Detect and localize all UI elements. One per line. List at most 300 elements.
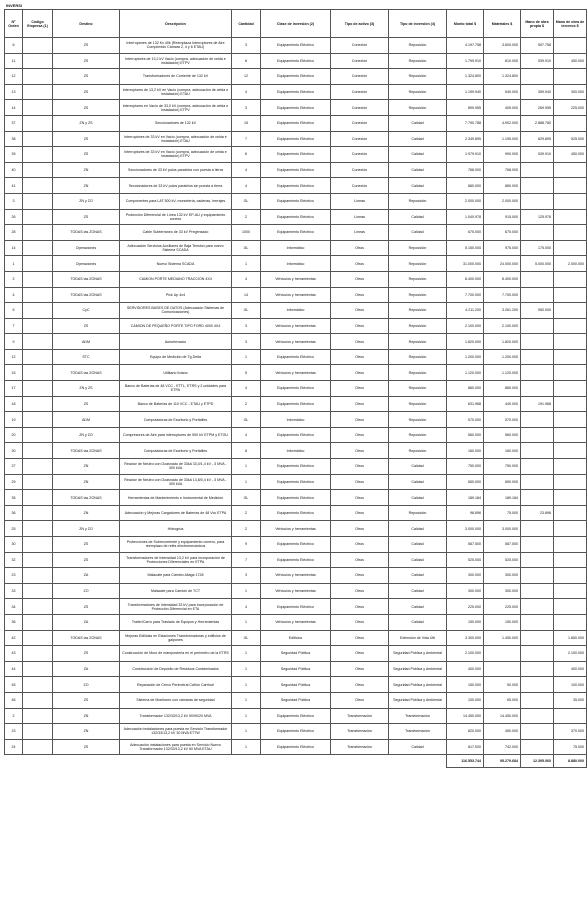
cell-tipo-activo: Transformación	[331, 739, 389, 755]
cell-mano-obra-terceros: 450.000	[554, 53, 587, 69]
cell-clase: Equipamiento Eléctrico	[261, 53, 331, 69]
cell-mano-obra-terceros	[554, 443, 587, 459]
cell-tipo-inversion: Reposición	[389, 240, 447, 256]
table-row	[5, 521, 587, 537]
cell-tipo-inversion: Calidad	[389, 209, 447, 225]
cell-tipo-activo: Conexión	[331, 100, 389, 116]
cell-descripcion: CAMION DE PEQUEÑO PORTE TIPO FORD 4000 4X4	[120, 318, 232, 334]
cell-codigo	[23, 256, 53, 272]
cell-codigo	[23, 739, 53, 755]
table-row	[5, 692, 587, 708]
cell-orden: 42	[5, 630, 23, 646]
table-body	[5, 38, 587, 755]
cell-destino: ZN	[53, 724, 120, 740]
cell-destino: ZS	[53, 599, 120, 615]
cell-destino: ZS	[53, 692, 120, 708]
cell-orden: 12	[5, 69, 23, 85]
cell-tipo-inversion: Calidad	[389, 178, 447, 194]
cell-mano-obra-terceros	[554, 349, 587, 365]
cell-clase: Equipamiento Eléctrico	[261, 84, 331, 100]
cell-materiales: 4.902.000	[484, 115, 521, 131]
cell-cantidad: 1	[232, 583, 261, 599]
cell-clase: Equipamiento Eléctrico	[261, 69, 331, 85]
cell-tipo-inversion: Calidad	[389, 225, 447, 241]
cell-orden: 30	[5, 537, 23, 553]
cell-materiales: 3.261.200	[484, 303, 521, 319]
cell-codigo	[23, 537, 53, 553]
cell-mano-obra-propia	[521, 630, 554, 646]
cell-monto: 817.000	[447, 739, 484, 755]
cell-destino: TODAS las ZONAS	[53, 287, 120, 303]
cell-monto: 2.349.895	[447, 131, 484, 147]
table-row	[5, 427, 587, 443]
cell-tipo-inversion: Seguridad Pública y Ambiental	[389, 677, 447, 693]
cell-tipo-inversion: Reposición	[389, 100, 447, 116]
cell-orden: 9	[5, 334, 23, 350]
cell-cantidad: 1	[232, 349, 261, 365]
cell-cantidad: 6	[232, 53, 261, 69]
cell-materiales: 1.120.000	[484, 365, 521, 381]
cell-tipo-activo: Transformación	[331, 724, 389, 740]
cell-descripcion: Malacate para Camión Aliaga 1728	[120, 568, 232, 584]
table-row	[5, 240, 587, 256]
cell-cantidad: 1	[232, 661, 261, 677]
cell-tipo-inversion: Reposición	[389, 318, 447, 334]
cell-mano-obra-propia	[521, 318, 554, 334]
cell-cantidad: 2	[232, 505, 261, 521]
cell-materiales: 450.000	[484, 724, 521, 740]
cell-descripcion: Autoelevador	[120, 334, 232, 350]
cell-tipo-inversion: Calidad	[389, 490, 447, 506]
cell-descripcion: Herramientas de Mantenimiento e Instrumental de Medición	[120, 490, 232, 506]
cell-clase: Vehículos y herramientas	[261, 365, 331, 381]
cell-materiales: 189.184	[484, 490, 521, 506]
cell-codigo	[23, 69, 53, 85]
cell-descripcion: Mejoras Edilicias en Estaciones Transformadoras y edificios de galpones	[120, 630, 232, 646]
cell-monto: 189.184	[447, 490, 484, 506]
cell-materiales: 3.000.000	[484, 521, 521, 537]
cell-descripcion: Sistema de Monitoreo con cámaras de seguridad	[120, 692, 232, 708]
cell-codigo	[23, 396, 53, 412]
cell-monto: 525.000	[447, 552, 484, 568]
cell-mano-obra-propia	[521, 646, 554, 662]
cell-codigo	[23, 583, 53, 599]
cell-materiales: 300.000	[484, 568, 521, 584]
cell-orden: 1	[5, 256, 23, 272]
cell-codigo	[23, 661, 53, 677]
table-row	[5, 115, 587, 131]
cell-tipo-activo: Otros	[331, 474, 389, 490]
cell-codigo	[23, 271, 53, 287]
column-header: Destino	[53, 10, 120, 38]
cell-tipo-inversion: Reposición	[389, 303, 447, 319]
cell-destino: ZN	[53, 178, 120, 194]
cell-materiales	[484, 661, 521, 677]
cell-orden: 41	[5, 178, 23, 194]
table-row	[5, 474, 587, 490]
cell-tipo-inversion: Reposición	[389, 412, 447, 428]
cell-monto: 570.000	[447, 412, 484, 428]
cell-clase: Informático	[261, 303, 331, 319]
cell-clase: Seguridad Pública	[261, 661, 331, 677]
cell-tipo-activo: Otros	[331, 287, 389, 303]
cell-materiales: 587.500	[484, 537, 521, 553]
cell-codigo	[23, 568, 53, 584]
cell-clase: Equipamiento Eléctrico	[261, 552, 331, 568]
cell-cantidad: 3	[232, 568, 261, 584]
cell-tipo-inversion: Reposición	[389, 287, 447, 303]
cell-destino: ZS	[53, 53, 120, 69]
cell-mano-obra-propia: 359.940	[521, 84, 554, 100]
table-row	[5, 162, 587, 178]
cell-tipo-activo: Otros	[331, 256, 389, 272]
cell-monto: 1.199.940	[447, 84, 484, 100]
cell-mano-obra-propia	[521, 677, 554, 693]
cell-mano-obra-terceros	[554, 318, 587, 334]
cell-mano-obra-terceros	[554, 521, 587, 537]
table-row	[5, 412, 587, 428]
cell-mano-obra-propia	[521, 193, 554, 209]
cell-clase: Equipamiento Eléctrico	[261, 396, 331, 412]
cell-cantidad: 4	[232, 271, 261, 287]
cell-cantidad: 1	[232, 739, 261, 755]
cell-materiales: 440.000	[484, 396, 521, 412]
table-row	[5, 381, 587, 397]
cell-mano-obra-terceros	[554, 427, 587, 443]
cell-tipo-activo: Conexión	[331, 84, 389, 100]
cell-destino: ZN	[53, 708, 120, 724]
table-row	[5, 739, 587, 755]
cell-monto: 1.040.978	[447, 209, 484, 225]
cell-mano-obra-propia	[521, 599, 554, 615]
cell-cantidad: 1	[232, 724, 261, 740]
cell-monto: 300.000	[447, 568, 484, 584]
cell-clase: Vehículos y herramientas	[261, 614, 331, 630]
cell-mano-obra-terceros	[554, 225, 587, 241]
cell-mano-obra-terceros	[554, 459, 587, 475]
table-row	[5, 552, 587, 568]
cell-mano-obra-propia: 23.896	[521, 505, 554, 521]
cell-cantidad: 1	[232, 692, 261, 708]
cell-monto: 4.211.200	[447, 303, 484, 319]
table-row	[5, 661, 587, 677]
cell-descripcion: Reactor de Neutro con Ocasnado de 33kA 33,0/1,4 kV - 3 MVA - 300 kVA	[120, 459, 232, 475]
cell-monto: 3.300.000	[447, 630, 484, 646]
cell-tipo-activo: Conexión	[331, 53, 389, 69]
cell-destino: TODAS las ZONAS	[53, 490, 120, 506]
cell-cantidad: GL	[232, 303, 261, 319]
cell-codigo	[23, 630, 53, 646]
cell-codigo	[23, 225, 53, 241]
table-row	[5, 84, 587, 100]
cell-tipo-activo: Conexión	[331, 162, 389, 178]
cell-tipo-activo: Líneas	[331, 225, 389, 241]
table-row	[5, 209, 587, 225]
cell-tipo-inversion: Calidad	[389, 552, 447, 568]
cell-destino: Operaciones	[53, 240, 120, 256]
column-header: Tipo de activo (3)	[331, 10, 389, 38]
cell-mano-obra-propia: 629.895	[521, 131, 554, 147]
cell-destino: ZN y ZO	[53, 521, 120, 537]
cell-clase: Equipamiento Eléctrico	[261, 349, 331, 365]
cell-cantidad: 1	[232, 646, 261, 662]
cell-orden: 32	[5, 552, 23, 568]
cell-orden: 20	[5, 427, 23, 443]
table-row	[5, 537, 587, 553]
cell-mano-obra-propia: 950.000	[521, 303, 554, 319]
cell-tipo-inversion: Calidad	[389, 131, 447, 147]
cell-codigo	[23, 303, 53, 319]
cell-mano-obra-propia	[521, 381, 554, 397]
cell-orden: 36	[5, 505, 23, 521]
cell-monto: 2.000.000	[447, 193, 484, 209]
cell-destino: ZA	[53, 568, 120, 584]
cell-destino: ZS	[53, 739, 120, 755]
cell-orden: 45	[5, 677, 23, 693]
cell-clase: Seguridad Pública	[261, 646, 331, 662]
cell-destino: ZA	[53, 661, 120, 677]
cell-orden: 7	[5, 318, 23, 334]
cell-materiales: 2.000.000	[484, 193, 521, 209]
cell-tipo-inversion: Reposición	[389, 38, 447, 54]
cell-mano-obra-propia	[521, 583, 554, 599]
cell-mano-obra-terceros: 35.000	[554, 692, 587, 708]
cell-tipo-activo: Otros	[331, 412, 389, 428]
table-row	[5, 303, 587, 319]
cell-mano-obra-propia: 269.955	[521, 100, 554, 116]
table-row	[5, 599, 587, 615]
cell-tipo-inversion: Reposición	[389, 443, 447, 459]
cell-mano-obra-propia	[521, 287, 554, 303]
table-row	[5, 724, 587, 740]
cell-descripcion: Trailer/Carro para Traslado de Equipos y Herramientas	[120, 614, 232, 630]
cell-materiales: 540.000	[484, 84, 521, 100]
cell-cantidad: 3	[232, 334, 261, 350]
cell-materiales	[484, 646, 521, 662]
total-mano-obra-terceros: 8.880.000	[554, 755, 587, 768]
cell-tipo-activo: Conexión	[331, 115, 389, 131]
cell-clase: Equipamiento Eléctrico	[261, 178, 331, 194]
cell-descripcion: Compresores de Aire para interruptores de 500 kV ETPM y ETGU	[120, 427, 232, 443]
cell-materiales: 768.000	[484, 162, 521, 178]
cell-tipo-inversion: Calidad	[389, 583, 447, 599]
cell-monto: 300.000	[447, 583, 484, 599]
cell-destino: ZN	[53, 474, 120, 490]
table-row	[5, 630, 587, 646]
cell-destino: ZS	[53, 318, 120, 334]
cell-tipo-activo: Líneas	[331, 209, 389, 225]
cell-mano-obra-propia	[521, 692, 554, 708]
cell-mano-obra-propia	[521, 537, 554, 553]
cell-mano-obra-terceros	[554, 209, 587, 225]
cell-monto: 880.000	[447, 178, 484, 194]
cell-monto: 8.400.000	[447, 271, 484, 287]
cell-descripcion: Construcción de Muro de mampostería en el perímetro de la ETRS	[120, 646, 232, 662]
cell-clase: Seguridad Pública	[261, 692, 331, 708]
cell-destino: ZN y ZS	[53, 115, 120, 131]
cell-tipo-inversion: Reposición	[389, 53, 447, 69]
cell-cantidad: 1	[232, 677, 261, 693]
cell-clase: Equipamiento Eléctrico	[261, 100, 331, 116]
cell-mano-obra-terceros: 2.000.000	[554, 256, 587, 272]
cell-mano-obra-terceros	[554, 583, 587, 599]
cell-mano-obra-terceros	[554, 69, 587, 85]
cell-materiales: 525.000	[484, 552, 521, 568]
cell-orden: 24	[5, 739, 23, 755]
cell-materiales: 300.000	[484, 583, 521, 599]
cell-mano-obra-propia	[521, 225, 554, 241]
cell-cantidad: 3	[232, 100, 261, 116]
cell-orden: 28	[5, 225, 23, 241]
cell-descripcion: Interruptores de 13,2 kV en Vacío (compra, adecuación de celda e instalación) ETAU	[120, 84, 232, 100]
cell-cantidad: GL	[232, 490, 261, 506]
investment-table	[4, 9, 587, 768]
cell-mano-obra-propia: 597.758	[521, 38, 554, 54]
cell-orden: 5	[5, 303, 23, 319]
cell-descripcion: Utilitario liviano	[120, 365, 232, 381]
cell-materiales: 990.000	[484, 147, 521, 163]
cell-clase: Equipamiento Eléctrico	[261, 115, 331, 131]
cell-monto: 31.000.000	[447, 256, 484, 272]
table-row	[5, 147, 587, 163]
column-header: Clase de inversión (2)	[261, 10, 331, 38]
cell-clase: Equipamiento Eléctrico	[261, 427, 331, 443]
cell-codigo	[23, 474, 53, 490]
cell-mano-obra-terceros	[554, 115, 587, 131]
cell-cantidad: 4	[232, 599, 261, 615]
cell-mano-obra-propia: 2.888.780	[521, 115, 554, 131]
cell-materiales: 24.000.000	[484, 256, 521, 272]
cell-monto: 100.000	[447, 692, 484, 708]
cell-tipo-inversion: Calidad	[389, 459, 447, 475]
cell-tipo-inversion: Calidad	[389, 474, 447, 490]
cell-tipo-activo: Otros	[331, 349, 389, 365]
cell-tipo-inversion: Extensión de Vida Útil	[389, 630, 447, 646]
table-row	[5, 646, 587, 662]
cell-codigo	[23, 115, 53, 131]
cell-clase: Informático	[261, 412, 331, 428]
cell-descripcion: Adecuación y Mejoras Cargadores de Baterías de 48 Vcc ETPA	[120, 505, 232, 521]
cell-destino: ZA	[53, 614, 120, 630]
table-row	[5, 505, 587, 521]
cell-codigo	[23, 412, 53, 428]
cell-destino: ZS	[53, 147, 120, 163]
cell-tipo-activo: Líneas	[331, 193, 389, 209]
cell-tipo-activo: Otros	[331, 303, 389, 319]
cell-clase: Equipamiento Eléctrico	[261, 131, 331, 147]
cell-materiales: 880.000	[484, 381, 521, 397]
cell-codigo	[23, 443, 53, 459]
cell-tipo-inversion: Seguridad Pública y Ambiental	[389, 661, 447, 677]
cell-codigo	[23, 427, 53, 443]
cell-orden: 35	[5, 490, 23, 506]
table-row	[5, 349, 587, 365]
cell-orden: 27	[5, 459, 23, 475]
cell-tipo-inversion: Transformación	[389, 724, 447, 740]
cell-monto: 400.000	[447, 661, 484, 677]
cell-tipo-activo: Otros	[331, 583, 389, 599]
cell-tipo-activo: Otros	[331, 427, 389, 443]
cell-monto: 2.100.000	[447, 646, 484, 662]
cell-mano-obra-terceros	[554, 381, 587, 397]
cell-tipo-inversion: Reposición	[389, 365, 447, 381]
cell-descripcion: Componentes para LAT 500 kV, morsetería, cadenas, herrajes	[120, 193, 232, 209]
cell-codigo	[23, 334, 53, 350]
cell-cantidad: 15	[232, 115, 261, 131]
cell-tipo-inversion: Calidad	[389, 568, 447, 584]
cell-clase: Vehículos y herramientas	[261, 568, 331, 584]
cell-mano-obra-propia: 5.000.000	[521, 256, 554, 272]
cell-orden: 23	[5, 568, 23, 584]
cell-cantidad: 12	[232, 69, 261, 85]
cell-clase: Equipamiento Eléctrico	[261, 505, 331, 521]
cell-tipo-activo: Otros	[331, 318, 389, 334]
cell-tipo-activo: Otros	[331, 365, 389, 381]
cell-mano-obra-propia	[521, 69, 554, 85]
cell-cantidad: 3	[232, 38, 261, 54]
cell-monto: 820.000	[447, 724, 484, 740]
cell-codigo	[23, 365, 53, 381]
cell-destino: ZS	[53, 131, 120, 147]
cell-materiales: 50.000	[484, 677, 521, 693]
cell-mano-obra-terceros	[554, 599, 587, 615]
cell-clase: Equipamiento Eléctrico	[261, 724, 331, 740]
cell-monto: 899.955	[447, 100, 484, 116]
cell-orden: 33	[5, 583, 23, 599]
cell-descripcion: Transformadores de Intensidad 33 kV para incorporación de Protección Diferencial en ETA	[120, 599, 232, 615]
cell-clase: Equipamiento Eléctrico	[261, 209, 331, 225]
cell-descripcion: Cable Subterráneo de 33 kV Pregensado	[120, 225, 232, 241]
cell-descripcion: Interruptores de 33 kV en Vacío (compra, adecuación de celda e instalación) ETAU	[120, 131, 232, 147]
cell-clase: Equipamiento Eléctrico	[261, 225, 331, 241]
cell-descripcion: Computadoras de Escritorio y Portátiles	[120, 443, 232, 459]
cell-mano-obra-terceros	[554, 505, 587, 521]
cell-mano-obra-terceros: 450.000	[554, 147, 587, 163]
table-row	[5, 318, 587, 334]
cell-descripcion: Construcción de Depósito de Residuos Contaminados	[120, 661, 232, 677]
cell-monto: 1.820.000	[447, 334, 484, 350]
cell-orden: 13	[5, 84, 23, 100]
cell-monto: 2.100.000	[447, 318, 484, 334]
cell-tipo-activo: Otros	[331, 630, 389, 646]
cell-clase: Equipamiento Eléctrico	[261, 381, 331, 397]
cell-destino: TODAS las ZONAS	[53, 225, 120, 241]
cell-materiales: 675.000	[484, 225, 521, 241]
cell-mano-obra-terceros	[554, 162, 587, 178]
cell-mano-obra-terceros	[554, 334, 587, 350]
cell-cantidad: 1	[232, 614, 261, 630]
cell-orden: 34	[5, 599, 23, 615]
cell-descripcion: Adecuación instalaciones para puesta en Servicio Nuevo Transformador 132/33/13,2 kV 60 MVA ETAU	[120, 739, 232, 755]
cell-tipo-inversion: Reposición	[389, 396, 447, 412]
cell-cantidad: 5	[232, 365, 261, 381]
cell-mano-obra-propia	[521, 365, 554, 381]
cell-tipo-inversion: Reposición	[389, 334, 447, 350]
cell-mano-obra-propia: 539.910	[521, 53, 554, 69]
cell-clase: Edificios	[261, 630, 331, 646]
cell-codigo	[23, 53, 53, 69]
cell-mano-obra-propia	[521, 349, 554, 365]
cell-materiales: 570.000	[484, 412, 521, 428]
cell-materiales: 1.195.000	[484, 131, 521, 147]
cell-cantidad: GL	[232, 412, 261, 428]
cell-codigo	[23, 178, 53, 194]
cell-mano-obra-terceros	[554, 614, 587, 630]
cell-mano-obra-terceros	[554, 240, 587, 256]
column-header: Mano de obra propia $	[521, 10, 554, 38]
cell-clase: Equipamiento Eléctrico	[261, 739, 331, 755]
cell-materiales: 1.820.000	[484, 334, 521, 350]
